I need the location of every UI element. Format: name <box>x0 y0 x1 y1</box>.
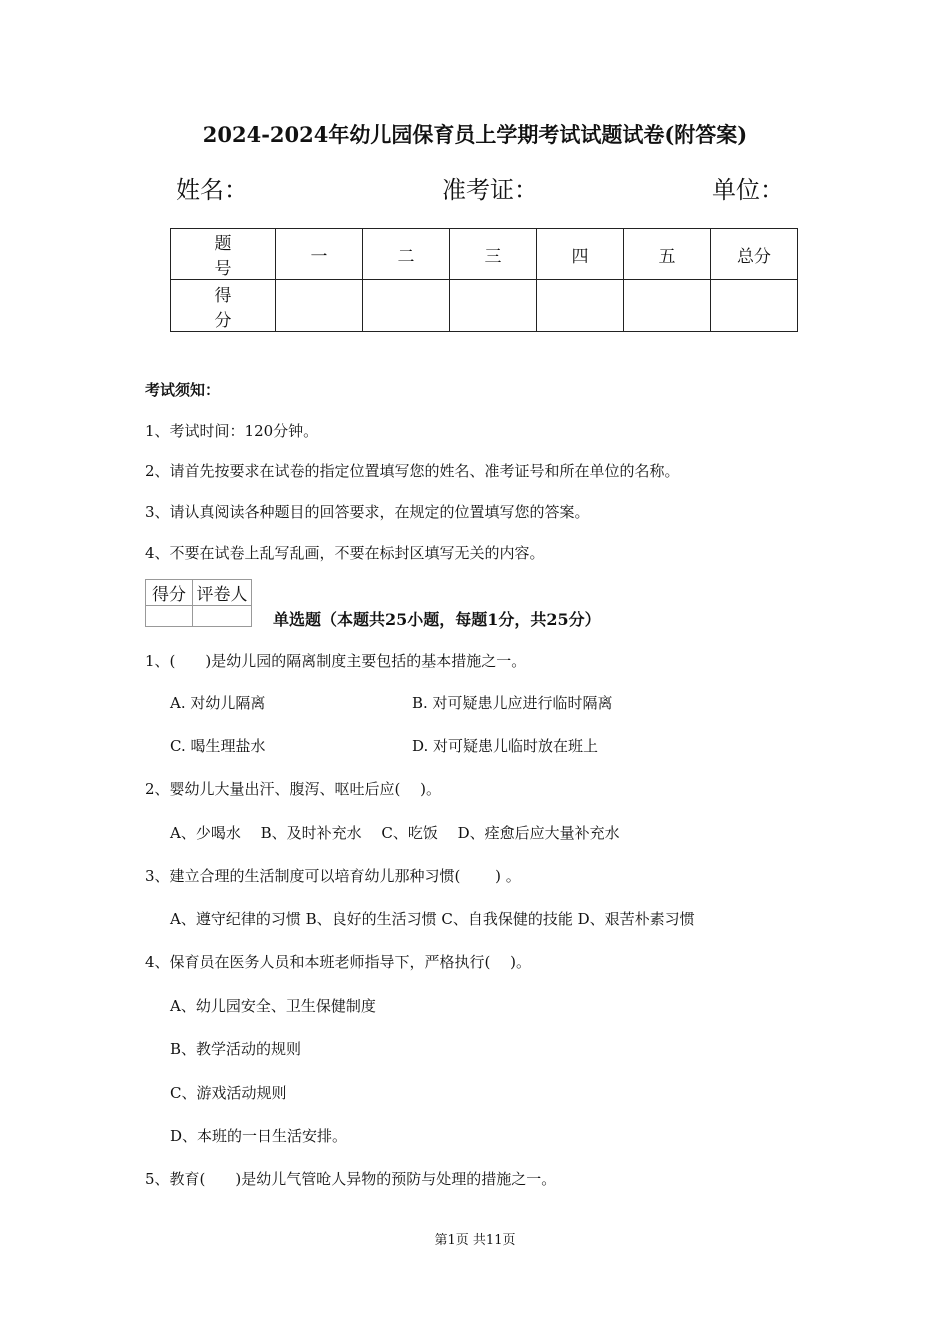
score-table-column: 四 <box>537 229 624 280</box>
notice-item: 1、考试时间：120分钟。 <box>145 422 319 440</box>
exam-id-label: 准考证： <box>442 176 538 204</box>
question-option: A. 对幼儿隔离 <box>170 694 266 712</box>
score-cell[interactable] <box>537 280 624 332</box>
score-cell[interactable] <box>450 280 537 332</box>
score-cell[interactable] <box>711 280 798 332</box>
score-table-row-label: 得 分 <box>171 280 276 332</box>
question-option: A、幼儿园安全、卫生保健制度 <box>170 997 376 1015</box>
score-cell[interactable] <box>363 280 450 332</box>
grader-box <box>145 579 252 627</box>
question-stem: 2、婴幼儿大量出汗、腹泻、呕吐后应( )。 <box>145 780 442 798</box>
name-label: 姓名： <box>176 176 248 204</box>
score-cell[interactable] <box>624 280 711 332</box>
page-title: 2024-2024年幼儿园保育员上学期考试试题试卷(附答案) <box>202 122 748 147</box>
question-options-line: A、少喝水 B、及时补充水 C、吃饭 D、痊愈后应大量补充水 <box>170 824 620 842</box>
question-option: B. 对可疑患儿应进行临时隔离 <box>412 694 613 712</box>
grader-score-label: 得分 <box>146 580 193 606</box>
notice-item: 4、不要在试卷上乱写乱画，不要在标封区填写无关的内容。 <box>145 544 545 562</box>
question-option: B、教学活动的规则 <box>170 1040 302 1058</box>
score-table <box>170 228 798 332</box>
notice-heading: 考试须知： <box>145 381 221 399</box>
question-options-line: A、遵守纪律的习惯 B、良好的生活习惯 C、自我保健的技能 D、艰苦朴素习惯 <box>170 910 695 928</box>
question-option: D. 对可疑患儿临时放在班上 <box>412 737 599 755</box>
question-stem: 5、教育( )是幼儿气管呛人异物的预防与处理的措施之一。 <box>145 1170 557 1188</box>
score-table-column: 一 <box>276 229 363 280</box>
question-stem: 1、( )是幼儿园的隔离制度主要包括的基本措施之一。 <box>145 652 527 670</box>
grader-reviewer-cell[interactable] <box>193 606 252 627</box>
question-option: C、游戏活动规则 <box>170 1084 287 1102</box>
unit-label: 单位： <box>712 176 784 204</box>
score-table-column: 五 <box>624 229 711 280</box>
question-option: C. 喝生理盐水 <box>170 737 266 755</box>
grader-score-cell[interactable] <box>146 606 193 627</box>
score-table-column: 三 <box>450 229 537 280</box>
score-cell[interactable] <box>276 280 363 332</box>
score-table-column: 二 <box>363 229 450 280</box>
notice-item: 3、请认真阅读各种题目的回答要求，在规定的位置填写您的答案。 <box>145 503 590 521</box>
question-option: D、本班的一日生活安排。 <box>170 1127 348 1145</box>
grader-reviewer-label: 评卷人 <box>193 580 252 606</box>
score-table-header-label: 题 号 <box>171 229 276 280</box>
section-title: 单选题（本题共25小题，每题1分，共25分） <box>273 610 601 629</box>
notice-item: 2、请首先按要求在试卷的指定位置填写您的姓名、准考证号和所在单位的名称。 <box>145 462 680 480</box>
question-stem: 3、建立合理的生活制度可以培育幼儿那种习惯( ) 。 <box>145 867 521 885</box>
question-stem: 4、保育员在医务人员和本班老师指导下，严格执行( )。 <box>145 953 532 971</box>
page-footer: 第1页 共11页 <box>434 1233 516 1248</box>
score-table-column: 总分 <box>711 229 798 280</box>
